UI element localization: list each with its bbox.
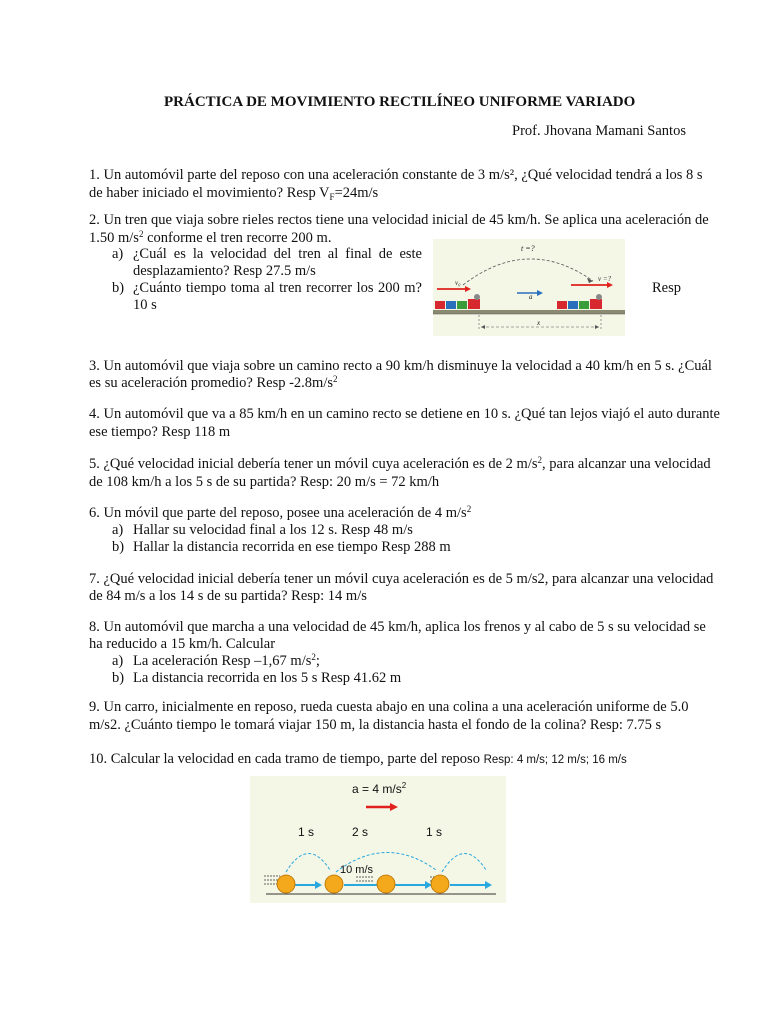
ball-2 bbox=[325, 875, 343, 893]
problem-7-line-1: 7. ¿Qué velocidad inicial debería tener un móvil cuya aceleración es de 5 m/s2, para alcanzar una velocidad bbox=[89, 571, 714, 587]
problem-2a-marker: a) bbox=[112, 246, 124, 262]
problem-8b-text: La distancia recorrida en los 5 s Resp 41.62 m bbox=[133, 670, 402, 686]
problem-6-line-1: 6. Un móvil que parte del reposo, posee una aceleración de 4 $m/s^2$ bbox=[89, 504, 472, 521]
page-title: PRÁCTICA DE MOVIMIENTO RECTILÍNEO UNIFORME VARIADO bbox=[164, 94, 636, 110]
problem-1-line-1: 1. Un automóvil parte del reposo con una aceleración constante de 3 m/s², ¿Qué velocidad tendrá a los 8 s bbox=[89, 167, 703, 183]
problem-4-line-2: ese tiempo? Resp 118 m bbox=[89, 424, 231, 440]
problem-8-line-1: 8. Un automóvil que marcha a una velocidad de 45 km/h, aplica los frenos y al cabo de 5 s su velocidad se bbox=[89, 619, 706, 635]
accel-label: a bbox=[529, 293, 533, 301]
problem-1-line-2: de haber iniciado el movimiento? Resp $V_F=24m/s$ bbox=[89, 185, 379, 202]
ball-1 bbox=[277, 875, 295, 893]
train-figure-background bbox=[433, 239, 625, 336]
v0-label: v₀ bbox=[455, 279, 461, 287]
distance-label: x bbox=[537, 319, 541, 327]
problem-4-line-1: 4. Un automóvil que va a 85 km/h en un camino recto se detiene en 10 s. ¿Qué tan lejos viajó el auto durante bbox=[89, 406, 720, 422]
problem-8b-marker: b) bbox=[112, 670, 125, 686]
problem-10-resp: Resp: 4 m/s; 12 m/s; 16 m/s bbox=[483, 754, 627, 766]
time-label: t =? bbox=[521, 244, 535, 253]
problem-3-line-1: 3. Un automóvil que viaja sobre un camino recto a 90 km/h disminuye la velocidad a 40 km/h en 5 s. ¿Cuál bbox=[89, 358, 712, 374]
problem-6a-text: Hallar su velocidad final a los 12 s. Resp 48 m/s bbox=[133, 522, 413, 538]
problem-2b-marker: b) bbox=[112, 280, 125, 296]
train-figure bbox=[433, 239, 625, 336]
problem-5-line-2: de 108 km/h a los 5 s de su partida? Resp: 20 m/s = 72 km/h bbox=[89, 474, 440, 490]
problem-2b-line-2: 10 s bbox=[133, 297, 157, 313]
velocity-label: 10 m/s bbox=[340, 864, 374, 876]
problem-6a-marker: a) bbox=[112, 522, 124, 538]
interval-1-label: 1 s bbox=[298, 825, 315, 839]
problem-2b-line-1: ¿Cuánto tiempo toma al tren recorrer los 200 m? bbox=[133, 280, 422, 296]
problem-2a-line-2: desplazamiento? Resp 27.5 m/s bbox=[133, 263, 316, 279]
rail-track bbox=[433, 310, 625, 314]
problem-2a-line-1: ¿Cuál es la velocidad del tren al final de este bbox=[133, 246, 422, 262]
problem-8a-marker: a) bbox=[112, 653, 124, 669]
problem-8-line-2: ha reducido a 15 km/h. Calcular bbox=[89, 636, 276, 652]
problem-5-line-1: 5. ¿Qué velocidad inicial debería tener un móvil cuya aceleración es de 2 $m/s^2$, para alcanzar una velocidad bbox=[89, 455, 711, 472]
problem-6b-marker: b) bbox=[112, 539, 125, 555]
problem-2-line-1: 2. Un tren que viaja sobre rieles rectos tiene una velocidad inicial de 45 km/h. Se aplica una aceleración de bbox=[89, 212, 709, 228]
problem-2-resp: Resp bbox=[652, 280, 681, 296]
problem-7-line-2: de 84 m/s a los 14 s de su partida? Resp: 14 m/s bbox=[89, 588, 367, 604]
acceleration-label: a = 4 $m/s^2$ bbox=[352, 781, 407, 796]
problem-9-line-1: 9. Un carro, inicialmente en reposo, rueda cuesta abajo en una colina a una aceleración uniforme de 5.0 bbox=[89, 699, 689, 715]
problem-9-line-2: m/s2. ¿Cuánto tiempo le tomará viajar 150 m, la distancia hasta el fondo de la colina? Resp: 7.75 s bbox=[89, 717, 662, 733]
problem-3-line-2: es su aceleración promedio? Resp $-2.8m/s^2$ bbox=[89, 374, 338, 391]
interval-2-label: 2 s bbox=[352, 825, 369, 839]
balls-figure bbox=[250, 776, 506, 903]
ball-4 bbox=[431, 875, 449, 893]
interval-3-label: 1 s bbox=[426, 825, 443, 839]
author-line: Prof. Jhovana Mamani Santos bbox=[512, 123, 686, 139]
v-final-label: v =? bbox=[598, 275, 612, 283]
ball-3 bbox=[377, 875, 395, 893]
problem-8a-text: La aceleración Resp –1,67 $m/s^2$; bbox=[133, 652, 320, 669]
problem-2-line-2: 1.50 $m/s^2$ conforme el tren recorre 200 m. bbox=[89, 229, 332, 246]
problem-6b-text: Hallar la distancia recorrida en ese tiempo Resp 288 m bbox=[133, 539, 451, 555]
problem-10-line-1: 10. Calcular la velocidad en cada tramo de tiempo, parte del reposo Resp: 4 m/s; 12 m/s; 16 m/s bbox=[89, 751, 627, 767]
